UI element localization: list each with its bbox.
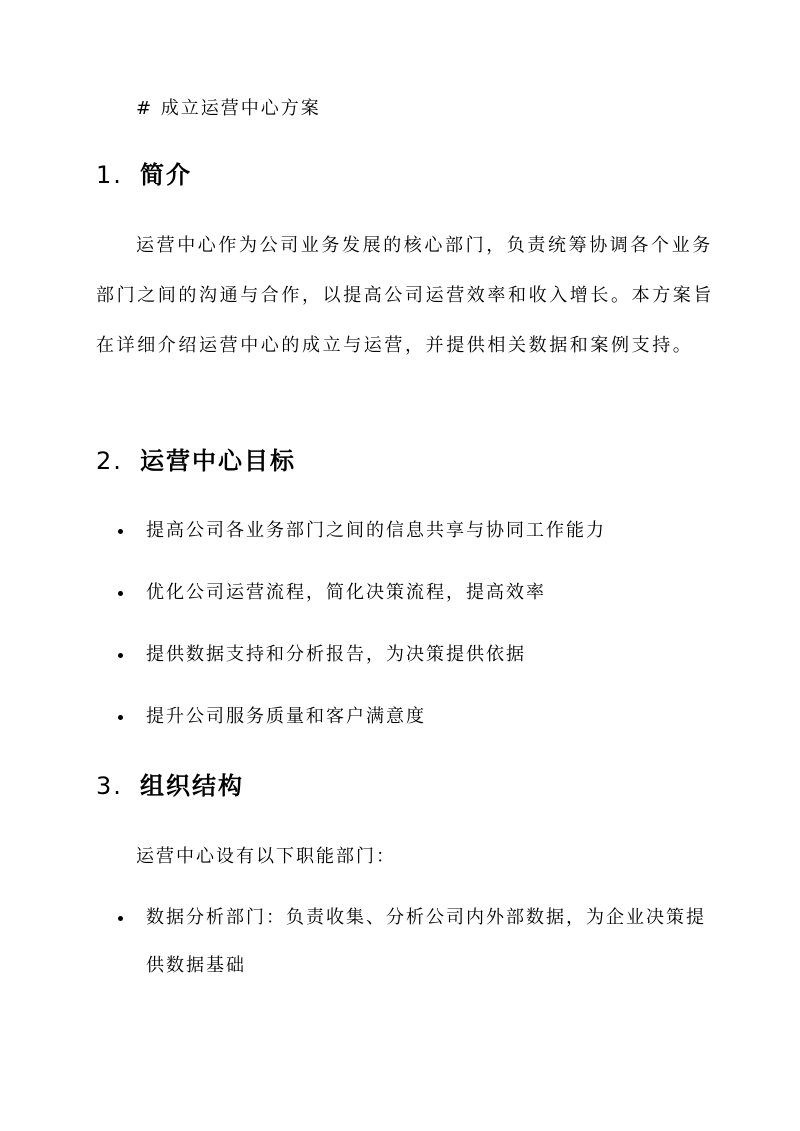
bullet-icon — [118, 653, 123, 658]
list-item-text: 提高公司各业务部门之间的信息共享与协同工作能力 — [146, 520, 606, 541]
departments-list — [96, 905, 716, 990]
document-title: # 成立运营中心方案 — [136, 98, 321, 119]
bullet-icon — [118, 591, 123, 596]
list-item-text: 优化公司运营流程，简化决策流程，提高效率 — [146, 582, 546, 603]
bullet-icon — [118, 529, 123, 534]
section-title: 组织结构 — [140, 772, 244, 800]
section-number: 3. — [96, 772, 123, 800]
section-title: 简介 — [140, 161, 192, 189]
bullet-icon — [118, 916, 123, 921]
goals-list — [96, 518, 716, 766]
section-number: 2. — [96, 447, 123, 475]
list-item — [96, 894, 716, 990]
section-heading-intro — [96, 158, 192, 192]
list-item — [96, 518, 716, 580]
list-item — [96, 642, 716, 704]
list-item-text: 提升公司服务质量和客户满意度 — [146, 706, 426, 727]
list-item-text: 数据分析部门：负责收集、分析公司内外部数据，为企业决策提供数据基础 — [146, 907, 706, 976]
structure-intro: 运营中心设有以下职能部门： — [136, 846, 396, 867]
list-item-text: 提供数据支持和分析报告，为决策提供依据 — [146, 644, 526, 665]
section-title: 运营中心目标 — [140, 447, 296, 475]
section-heading-structure — [96, 769, 244, 803]
section-heading-goals — [96, 444, 296, 478]
list-item — [96, 580, 716, 642]
bullet-icon — [118, 715, 123, 720]
intro-paragraph: 运营中心作为公司业务发展的核心部门，负责统筹协调各个业务部门之间的沟通与合作，以提高公司运营效率和收入增长。本方案旨在详细介绍运营中心的成立与运营，并提供相关数据和案例支持。 — [96, 235, 714, 356]
list-item — [96, 704, 716, 766]
section-number: 1. — [96, 161, 123, 189]
